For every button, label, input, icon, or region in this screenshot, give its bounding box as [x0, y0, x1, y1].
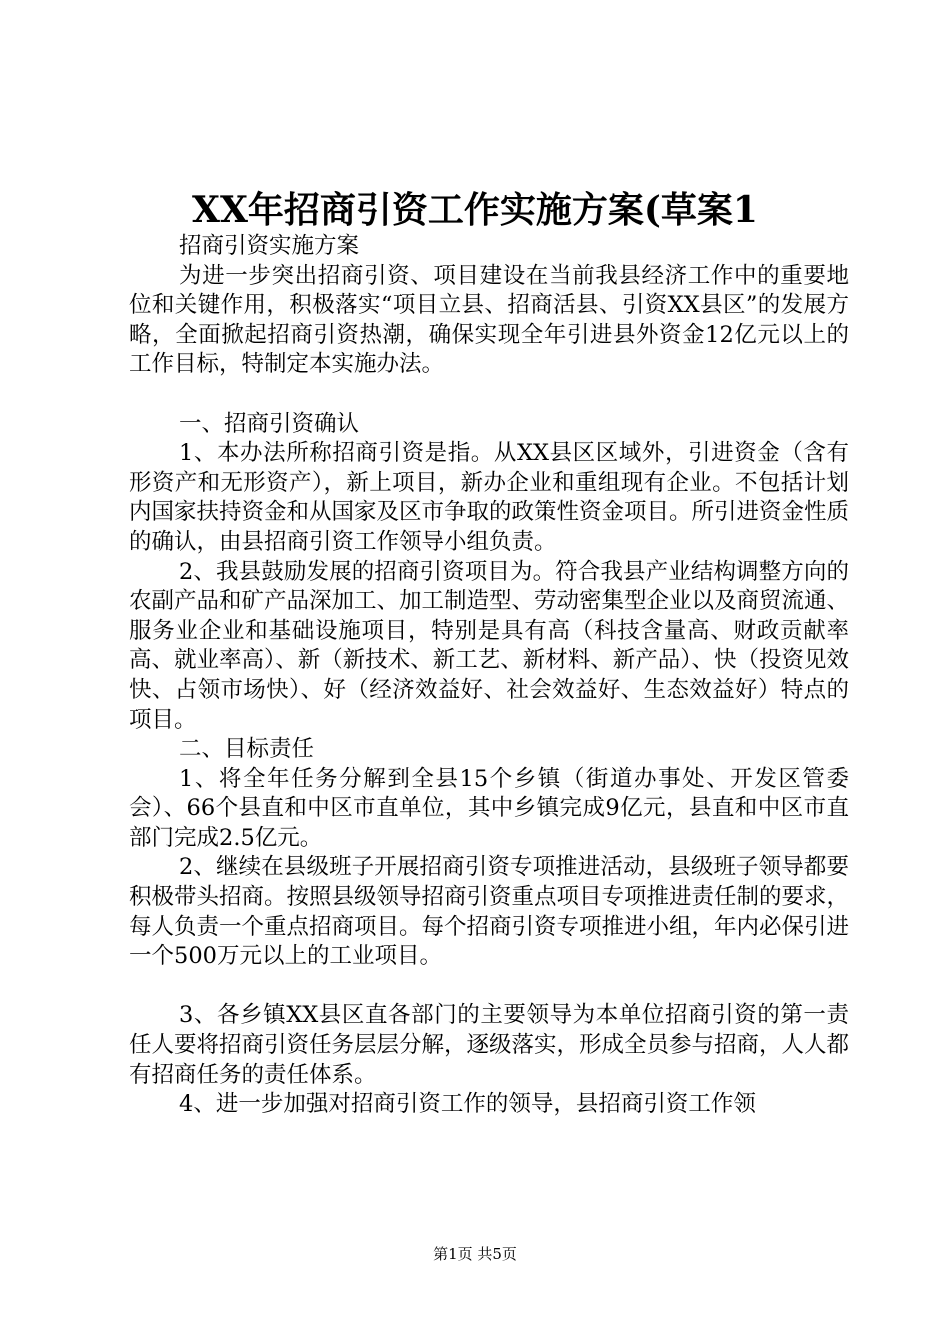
document-body: [129, 232, 849, 1120]
paragraph-leadership: 4、进一步加强对招商引资工作的领导，县招商引资工作领: [179, 1091, 756, 1118]
section-heading-confirmation: 一、招商引资确认: [179, 410, 360, 437]
paragraph-encouraged-projects: 2、我县鼓励发展的招商引资项目为。符合我县产业结构调整方向的农副产品和矿产品深加工、加工制造型、劳动密集型企业以及商贸流通、服务业企业和基础设施项目，特别是具有高（科技含量高、财政贡献率高、就业率高）、新（新技术、新工艺、新材料、新产品）、快（投资见效快、占领市场快）、好（经济效益好、社会效益好、生态效益好）特点的项目。: [129, 558, 850, 733]
section-heading-responsibility: 二、目标责任: [179, 736, 315, 763]
section-heading-plan: 招商引资实施方案: [179, 233, 360, 259]
paragraph-definition: 1、本办法所称招商引资是指。从XX县区区域外，引进资金（含有形资产和无形资产），新上项目，新办企业和重组现有企业。不包括计划内国家扶持资金和从国家及区市争取的政策性资金项目。所引进资金性质的确认，由县招商引资工作领导小组负责。: [129, 440, 850, 555]
paragraph-responsible-person: 3、各乡镇XX县区直各部门的主要领导为本单位招商引资的第一责任人要将招商引资任务层层分解，逐级落实，形成全员参与招商，人人都有招商任务的责任体系。: [129, 1002, 850, 1088]
document-title: XX年招商引资工作实施方案(草案1: [192, 189, 758, 231]
page-number: 第1页 共5页: [433, 1245, 517, 1263]
paragraph-task-allocation: 1、将全年任务分解到全县15个乡镇（街道办事处、开发区管委会）、66个县直和中区市直单位，其中乡镇完成9亿元，县直和中区市直部门完成2.5亿元。: [129, 765, 849, 851]
intro-paragraph: 为进一步突出招商引资、项目建设在当前我县经济工作中的重要地位和关键作用，积极落实“项目立县、招商活县、引资XX县区”的发展方略，全面掀起招商引资热潮，确保实现全年引进县外资金12亿元以上的工作目标，特制定本实施办法。: [129, 262, 849, 378]
paragraph-special-promotion: 2、继续在县级班子开展招商引资专项推进活动，县级班子领导都要积极带头招商。按照县级领导招商引资重点项目专项推进责任制的要求，每人负责一个重点招商项目。每个招商引资专项推进小组，年内必保引进一个500万元以上的工业项目。: [129, 854, 850, 970]
